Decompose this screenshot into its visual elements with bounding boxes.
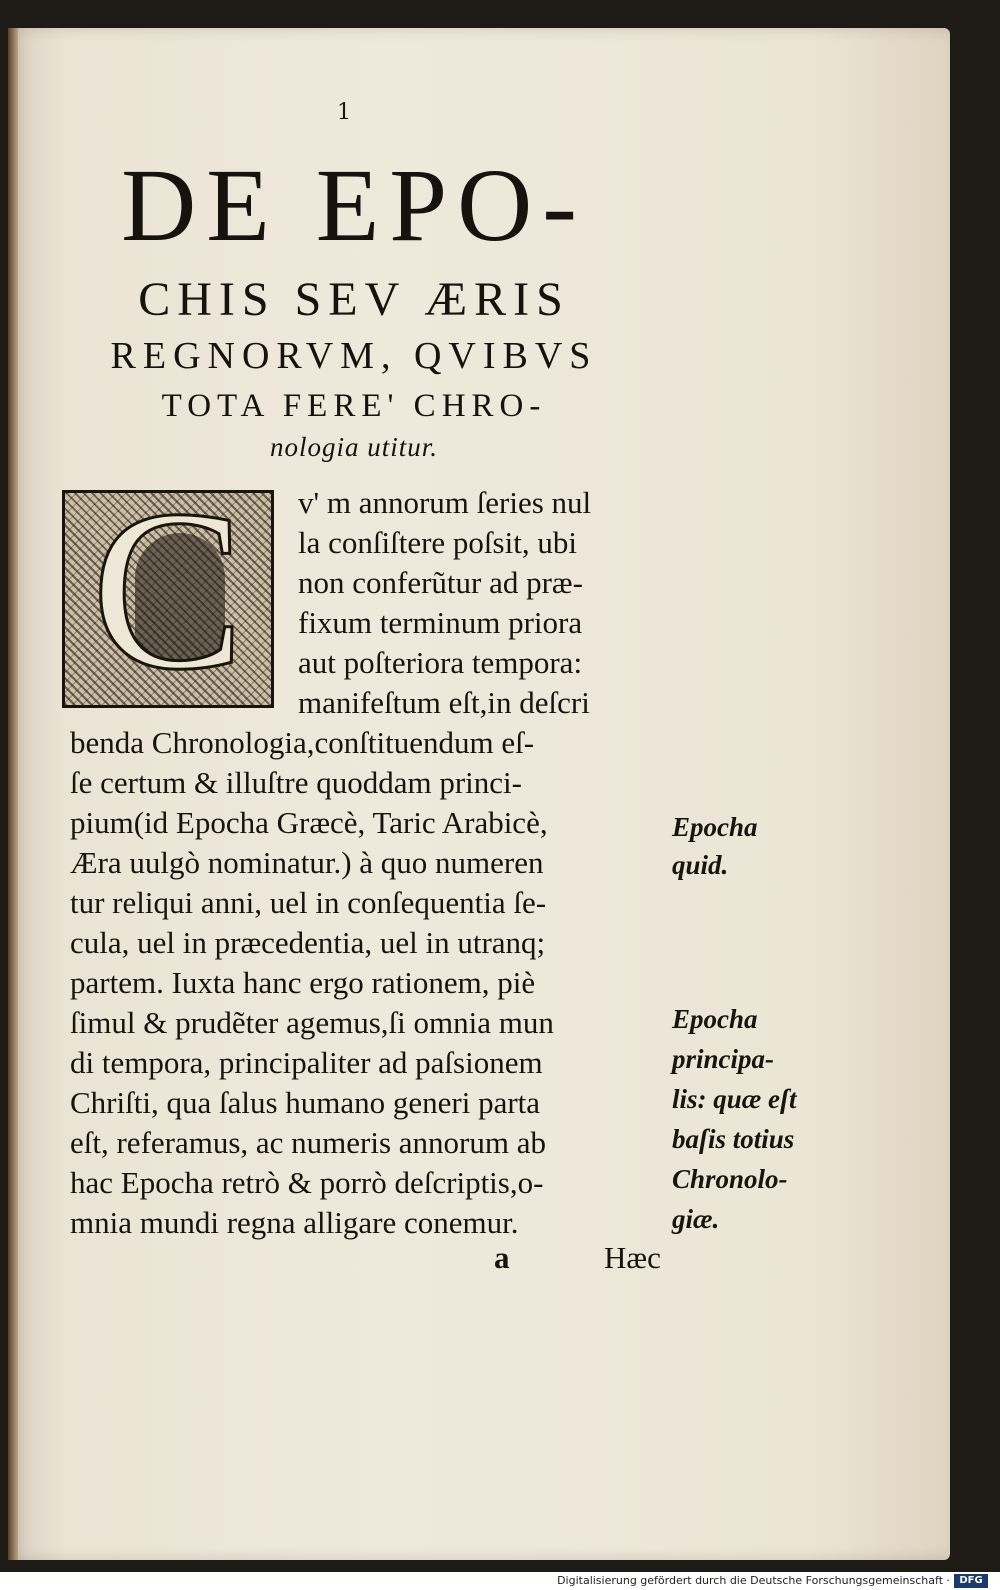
margin-note: lis: quæ eſt bbox=[672, 1084, 797, 1114]
body-line: Chriſti, qua ſalus humano generi parta bbox=[70, 1085, 541, 1120]
body-line: partem. Iuxta hanc ergo rationem, piè bbox=[70, 965, 536, 1000]
body-line: ſimul & prudẽter agemus,ſi omnia mun bbox=[70, 1005, 554, 1040]
title-line-3: REGNORVM, QVIBVS bbox=[110, 335, 598, 377]
signature-mark: a bbox=[494, 1240, 510, 1275]
initial-letter: C bbox=[91, 462, 245, 717]
body-line: pium(id Epocha Græcè, Taric Arabicè, bbox=[70, 805, 548, 840]
body-line: hac Epocha retrò & porrò deſcriptis,o- bbox=[70, 1165, 544, 1200]
body-line: di tempora, principaliter ad paſsionem bbox=[70, 1045, 543, 1080]
folio-number: 1 bbox=[337, 100, 351, 125]
body-line: ſe certum & illuſtre quoddam princi- bbox=[70, 765, 522, 800]
catchword: Hæc bbox=[604, 1240, 661, 1275]
decorated-initial bbox=[62, 462, 274, 717]
funding-credit: Digitalisierung gefördert durch die Deutsche Forschungsgemeinschaft · bbox=[557, 1574, 950, 1587]
margin-note: Epocha bbox=[672, 812, 758, 842]
body-line: Æra uulgò nominatur.) à quo numeren bbox=[70, 845, 544, 880]
margin-note: Epocha bbox=[672, 1004, 758, 1034]
body-line: tur reliqui anni, uel in conſequentia ſe- bbox=[70, 885, 547, 920]
body-line: aut poſteriora tempora: bbox=[298, 645, 583, 680]
margin-note: principa- bbox=[672, 1044, 775, 1074]
title-line-2: CHIS SEV ÆRIS bbox=[138, 273, 570, 326]
body-line: manifeſtum eſt,in deſcri bbox=[298, 685, 590, 720]
margin-note: Chronolo- bbox=[672, 1164, 788, 1194]
body-line: benda Chronologia,conſtituendum eſ- bbox=[70, 725, 535, 760]
binding-edge bbox=[8, 28, 18, 1560]
body-line: eſt, referamus, ac numeris annorum ab bbox=[70, 1125, 547, 1160]
body-line: la conſiſtere poſsit, ubi bbox=[298, 525, 577, 560]
footer-bar bbox=[0, 1572, 1000, 1590]
body-line: cula, uel in præcedentia, uel in utranq; bbox=[70, 925, 546, 960]
body-line: mnia mundi regna alligare conemur. bbox=[70, 1205, 519, 1240]
body-line: fixum terminum priora bbox=[298, 605, 583, 640]
margin-note: quid. bbox=[672, 850, 729, 880]
body-line: v' m annorum ſeries nul bbox=[298, 485, 592, 520]
title-line-4: TOTA FERE' CHRO- bbox=[161, 388, 547, 424]
dfg-logo: DFG bbox=[954, 1574, 988, 1588]
title-line-5: nologia utitur. bbox=[269, 432, 439, 462]
margin-note: giæ. bbox=[672, 1204, 720, 1234]
book-page bbox=[8, 28, 950, 1560]
title-line-1: DE EPO- bbox=[121, 148, 587, 263]
margin-note: baſis totius bbox=[672, 1124, 795, 1154]
body-line: non conferũtur ad præ- bbox=[298, 565, 583, 600]
